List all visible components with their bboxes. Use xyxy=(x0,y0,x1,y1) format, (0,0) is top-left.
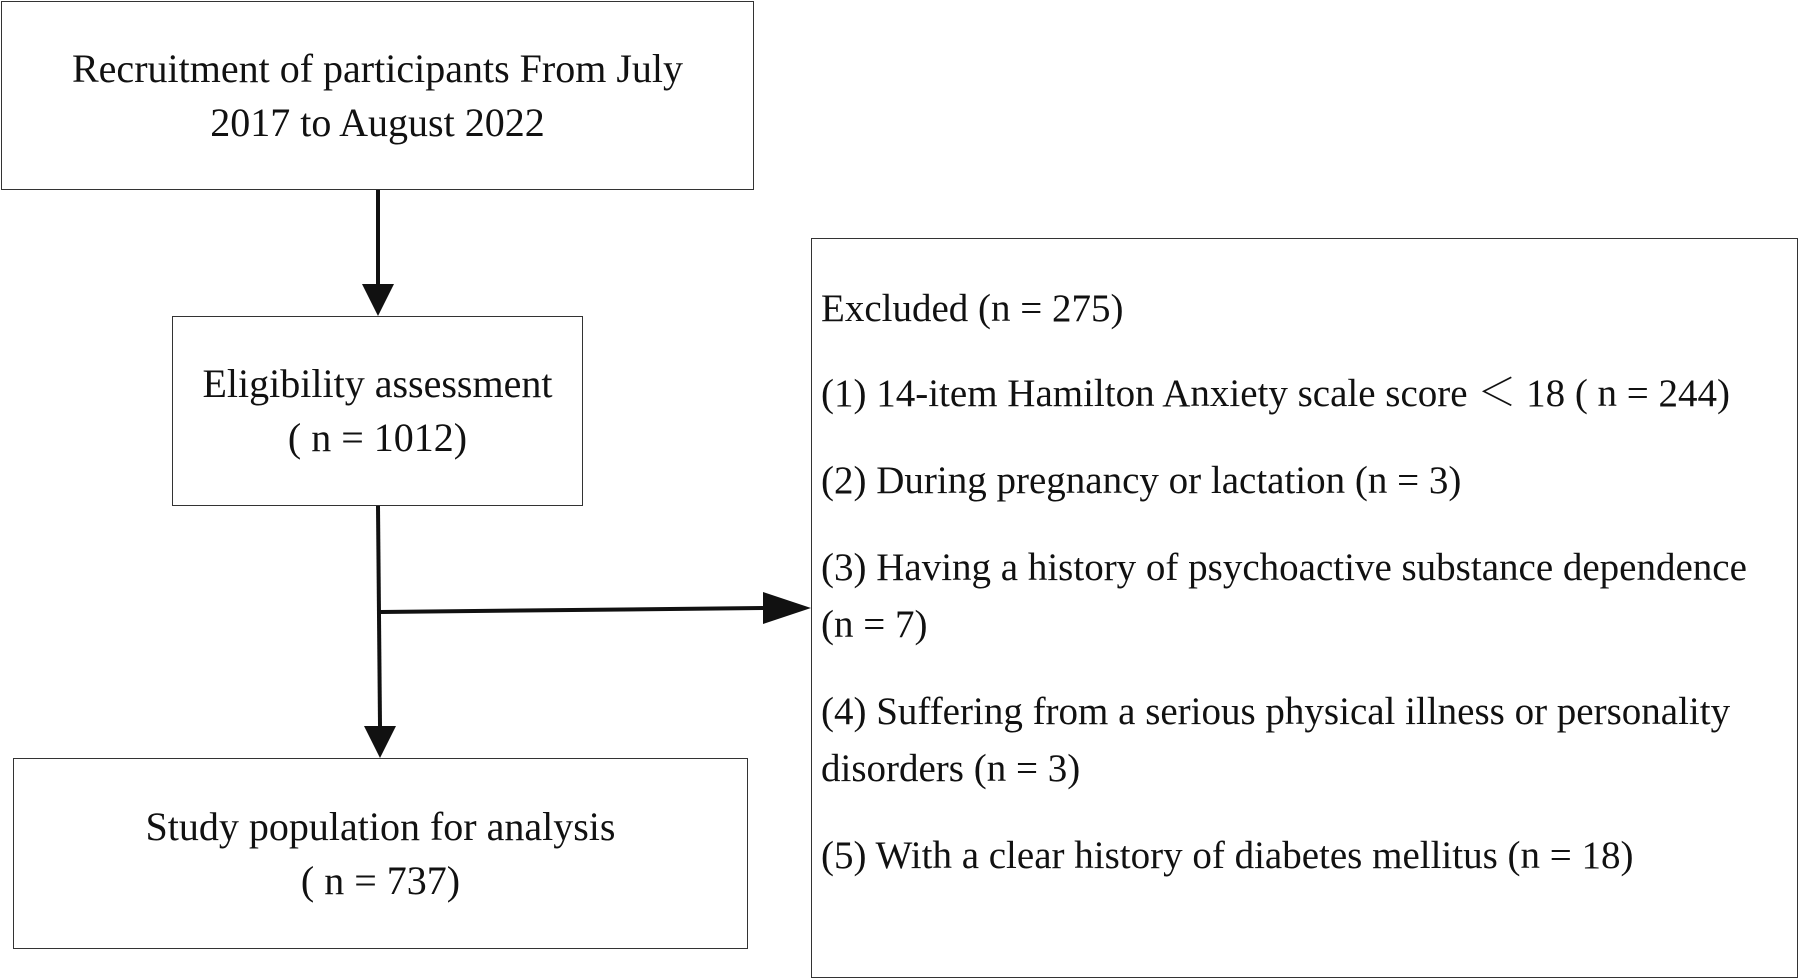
excluded-title: Excluded (n = 275) xyxy=(821,287,1124,330)
arrow-branch-to-excluded xyxy=(379,608,763,612)
recruitment-text-line1: Recruitment of participants From July xyxy=(72,45,683,91)
arrow-eligibility-to-study xyxy=(378,506,380,726)
eligibility-text-line1: Eligibility assessment xyxy=(202,361,553,406)
excluded-box xyxy=(811,238,1798,978)
study-population-count: ( n = 737) xyxy=(300,857,461,903)
study-population-text-line1: Study population for analysis xyxy=(145,803,616,849)
exclusion-criterion-1: (1) 14-item Hamilton Anxiety scale score ＜ 18 ( n = 244) xyxy=(821,372,1731,415)
exclusion-criterion-4: (4) Suffering from a serious physical illness or personality disorders (n = 3) xyxy=(821,690,1731,790)
exclusion-criterion-2: (2) During pregnancy or lactation (n = 3) xyxy=(821,459,1462,502)
eligibility-box xyxy=(172,316,583,506)
exclusion-criterion-5: (5) With a clear history of diabetes mellitus (n = 18) xyxy=(821,834,1634,877)
eligibility-count: ( n = 1012) xyxy=(287,415,468,460)
recruitment-box xyxy=(1,1,754,190)
recruitment-text-line2: 2017 to August 2022 xyxy=(210,99,545,145)
arrowhead-study xyxy=(364,726,396,758)
arrowhead-excluded xyxy=(763,592,811,624)
arrowhead-eligibility xyxy=(362,284,394,316)
exclusion-criterion-3: (3) Having a history of psychoactive substance dependence (n = 7) xyxy=(821,546,1747,646)
study-population-box xyxy=(13,758,748,949)
